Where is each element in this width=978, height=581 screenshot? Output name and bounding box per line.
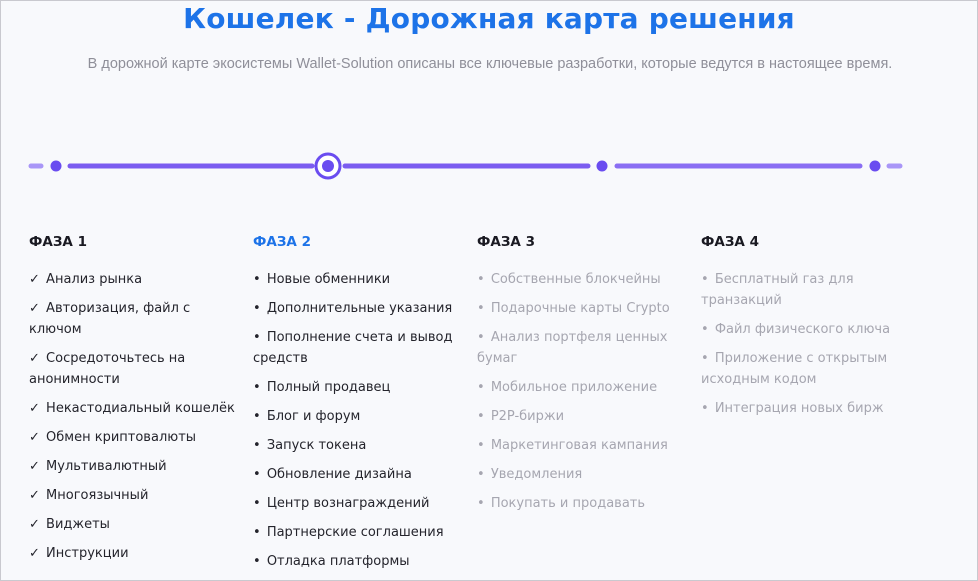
phase-column-2: [253, 234, 468, 580]
roadmap-item: [477, 298, 692, 319]
roadmap-item: [253, 327, 468, 369]
bullet-icon: •: [253, 330, 261, 345]
bullet-icon: •: [701, 272, 709, 287]
timeline-node-phase-4: [870, 161, 881, 172]
bullet-icon: •: [477, 409, 485, 424]
bullet-icon: •: [253, 380, 261, 395]
phase-items: [29, 269, 244, 564]
timeline-node-phase-1: [51, 161, 62, 172]
roadmap-item-label: Центр вознаграждений: [266, 496, 430, 511]
roadmap-item: [477, 464, 692, 485]
bullet-icon: •: [253, 554, 261, 569]
roadmap-item: [477, 327, 692, 369]
phase-title: ФАЗА 2: [253, 234, 311, 250]
timeline-node-phase-3: [597, 161, 608, 172]
roadmap-item: [701, 269, 916, 311]
phase-items: [253, 269, 468, 572]
roadmap-item-label: Анализ рынка: [46, 272, 143, 287]
roadmap-item-label: Покупать и продавать: [490, 496, 646, 511]
roadmap-item-label: Мобильное приложение: [490, 380, 658, 395]
roadmap-item-label: Виджеты: [46, 517, 110, 532]
roadmap-item-label: Дополнительные указания: [266, 301, 453, 316]
roadmap-item-label: Полный продавец: [266, 380, 391, 395]
roadmap-item: [477, 435, 692, 456]
roadmap-item: [701, 348, 916, 390]
roadmap-item: [253, 406, 468, 427]
bullet-icon: •: [477, 380, 485, 395]
roadmap-item: [253, 522, 468, 543]
roadmap-item-label: Уведомления: [490, 467, 583, 482]
roadmap-item-label: Партнерские соглашения: [266, 525, 444, 540]
roadmap-timeline: [0, 150, 978, 182]
phase-items: [701, 269, 916, 419]
checkmark-icon: ✓: [29, 430, 40, 445]
bullet-icon: •: [477, 467, 485, 482]
phase-items: [477, 269, 692, 514]
phase-column-1: [29, 234, 244, 572]
roadmap-item-label: Сосредоточьтесь на анонимности: [29, 351, 186, 387]
roadmap-item-label: Обновление дизайна: [266, 467, 412, 482]
bullet-icon: •: [253, 496, 261, 511]
roadmap-item: [253, 269, 468, 290]
roadmap-item: [477, 493, 692, 514]
checkmark-icon: ✓: [29, 351, 40, 366]
roadmap-item-label: Отладка платформы: [266, 554, 410, 569]
roadmap-item-label: Собственные блокчейны: [490, 272, 661, 287]
checkmark-icon: ✓: [29, 272, 40, 287]
phase-title: ФАЗА 1: [29, 234, 87, 250]
roadmap-item: [29, 427, 244, 448]
roadmap-item: [29, 456, 244, 477]
bullet-icon: •: [253, 272, 261, 287]
roadmap-item: [29, 485, 244, 506]
timeline-node-phase-2-active: [316, 154, 340, 178]
roadmap-item-label: Анализ портфеля ценных бумаг: [477, 330, 668, 366]
bullet-icon: •: [253, 301, 261, 316]
phase-title: ФАЗА 4: [701, 234, 759, 250]
roadmap-item-label: Мультивалютный: [46, 459, 167, 474]
roadmap-item: [29, 398, 244, 419]
roadmap-item-label: Маркетинговая кампания: [490, 438, 668, 453]
bullet-icon: •: [477, 438, 485, 453]
roadmap-item-label: Авторизация, файл с ключом: [29, 301, 191, 337]
roadmap-item: [701, 319, 916, 340]
roadmap-item-label: Блог и форум: [266, 409, 361, 424]
roadmap-item-label: Приложение с открытым исходным кодом: [701, 351, 888, 387]
checkmark-icon: ✓: [29, 517, 40, 532]
roadmap-item: [253, 298, 468, 319]
bullet-icon: •: [253, 438, 261, 453]
roadmap-item-label: Пополнение счета и вывод средств: [253, 330, 453, 366]
roadmap-item: [29, 269, 244, 290]
roadmap-item-label: Новые обменники: [266, 272, 391, 287]
roadmap-item: [701, 398, 916, 419]
roadmap-item-label: P2P-биржи: [490, 409, 565, 424]
roadmap-item: [29, 514, 244, 535]
roadmap-item: [253, 435, 468, 456]
checkmark-icon: ✓: [29, 459, 40, 474]
roadmap-item: [253, 551, 468, 572]
roadmap-item: [253, 377, 468, 398]
roadmap-item-label: Некастодиальный кошелёк: [46, 401, 235, 416]
phase-title: ФАЗА 3: [477, 234, 535, 250]
roadmap-item-label: Бесплатный газ для транзакций: [701, 272, 854, 308]
bullet-icon: •: [477, 330, 485, 345]
bullet-icon: •: [477, 272, 485, 287]
bullet-icon: •: [477, 496, 485, 511]
roadmap-item: [477, 269, 692, 290]
bullet-icon: •: [253, 467, 261, 482]
bullet-icon: •: [701, 322, 709, 337]
checkmark-icon: ✓: [29, 488, 40, 503]
bullet-icon: •: [253, 525, 261, 540]
roadmap-item: [29, 298, 244, 340]
phase-column-4: [701, 234, 916, 427]
roadmap-item: [29, 543, 244, 564]
bullet-icon: •: [477, 301, 485, 316]
checkmark-icon: ✓: [29, 301, 40, 316]
checkmark-icon: ✓: [29, 546, 40, 561]
roadmap-item-label: Интеграция новых бирж: [714, 401, 884, 416]
roadmap-item-label: Многоязычный: [46, 488, 149, 503]
roadmap-item: [29, 348, 244, 390]
roadmap-item: [253, 493, 468, 514]
roadmap-item-label: Обмен криптовалюты: [46, 430, 197, 445]
bullet-icon: •: [701, 351, 709, 366]
page-subtitle: В дорожной карте экосистемы Wallet-Solution описаны все ключевые разработки, которые ведутся в настоящее время.: [87, 56, 893, 72]
roadmap-item-label: Инструкции: [46, 546, 129, 561]
roadmap-item: [253, 464, 468, 485]
bullet-icon: •: [701, 401, 709, 416]
checkmark-icon: ✓: [29, 401, 40, 416]
roadmap-item-label: Подарочные карты Crypto: [490, 301, 670, 316]
roadmap-item-label: Запуск токена: [266, 438, 367, 453]
roadmap-item: [477, 377, 692, 398]
bullet-icon: •: [253, 409, 261, 424]
roadmap-item: [477, 406, 692, 427]
phase-column-3: [477, 234, 692, 522]
page-title: Кошелек - Дорожная карта решения: [183, 2, 795, 35]
roadmap-item-label: Файл физического ключа: [714, 322, 891, 337]
